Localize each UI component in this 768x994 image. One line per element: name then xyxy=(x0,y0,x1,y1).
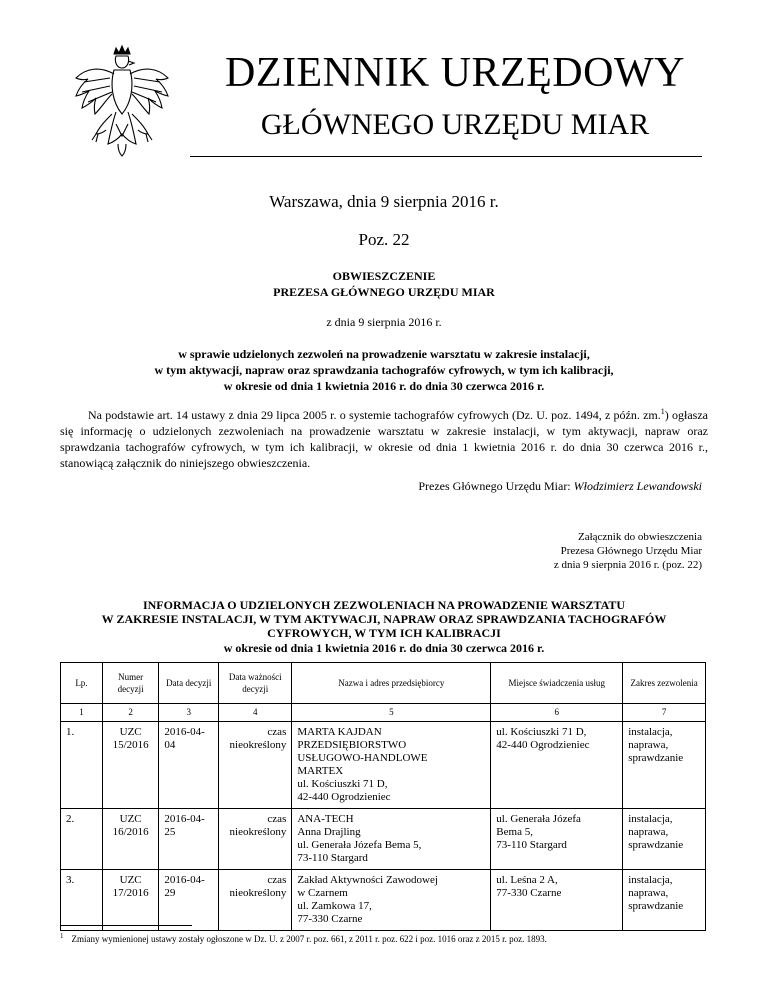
company-line: Anna Drajling xyxy=(297,826,361,838)
company-line: PRZEDSIĘBIORSTWO xyxy=(297,739,407,751)
column-number: 3 xyxy=(159,704,219,722)
validity-line: czas xyxy=(267,874,287,886)
scope-line: sprawdzanie xyxy=(628,752,684,764)
info-title-2: W ZAKRESIE INSTALACJI, W TYM AKTYWACJI, NAPRAW ORAZ SPRAWDZANIA TACHOGRAFÓW xyxy=(101,612,667,626)
row-company xyxy=(292,870,491,931)
decision-number-line: UZC xyxy=(119,874,142,886)
place-line: 42-440 Ogrodzieniec xyxy=(496,739,590,751)
row-validity xyxy=(219,870,292,931)
column-number: 1 xyxy=(61,704,103,722)
company-line: 77-330 Czarne xyxy=(297,913,363,925)
place-line: 77-330 Czarne xyxy=(496,887,562,899)
info-period: w okresie od dnia 1 kwietnia 2016 r. do dnia 30 czerwca 2016 r. xyxy=(223,641,545,655)
row-lp: 2. xyxy=(61,809,103,870)
signature-role: Prezes Głównego Urzędu Miar: xyxy=(418,479,571,493)
body-text-2: ) ogłasza się informację o udzielonych zezwoleniach na prowadzenie warsztatu w zakresie instalacji, w tym aktywacji, napraw oraz sprawdzania tachografów cyfrowych, w tym ich kalibracji, w okresie od dnia 1 kwietnia 2016 r. do dnia 30 czerwca 2016 r., stanowiącą załącznik do niniejszego obwieszczenia. xyxy=(60,408,708,470)
polish-eagle-emblem-icon xyxy=(70,44,174,162)
column-number-row xyxy=(61,704,706,722)
info-title-1: INFORMACJA O UDZIELONYCH ZEZWOLENIACH NA PROWADZENIE WARSZTATU xyxy=(142,598,626,612)
validity-line: czas xyxy=(267,726,287,738)
company-line: MARTA KAJDAN xyxy=(297,726,382,738)
column-number: 7 xyxy=(623,704,706,722)
position-number: Poz. 22 xyxy=(358,230,410,249)
decision-number-line: 15/2016 xyxy=(112,739,149,751)
annex-line-1: Załącznik do obwieszczenia xyxy=(578,531,702,543)
scope-line: naprawa, xyxy=(628,826,669,838)
announcement-subject-2: w tym aktywacji, napraw oraz sprawdzania tachografów cyfrowych, w tym ich kalibracji, xyxy=(154,363,614,377)
footnote-ref: 1 xyxy=(660,407,665,416)
header-cell: Nazwa i adres przedsiębiorcy xyxy=(292,663,491,704)
scope-line: sprawdzanie xyxy=(628,839,684,851)
footnote xyxy=(60,932,720,944)
scope-line: naprawa, xyxy=(628,887,669,899)
scope-line: instalacja, xyxy=(628,874,673,886)
column-number: 2 xyxy=(102,704,159,722)
company-line: 42-440 Ogrodzieniec xyxy=(297,791,391,803)
scope-line: instalacja, xyxy=(628,813,673,825)
company-line: ul. Kościuszki 71 D, xyxy=(297,778,388,790)
body-paragraph xyxy=(60,404,708,471)
announcement-date: z dnia 9 sierpnia 2016 r. xyxy=(326,315,442,329)
row-decision-date: 2016-04-29 xyxy=(159,870,219,931)
company-line: MARTEX xyxy=(297,765,344,777)
company-line: ANA-TECH xyxy=(297,813,354,825)
annex-line-3: z dnia 9 sierpnia 2016 r. (poz. 22) xyxy=(553,559,702,571)
row-validity xyxy=(219,722,292,809)
header-cell: Lp. xyxy=(61,663,103,704)
company-line: ul. Generała Józefa Bema 5, xyxy=(297,839,422,851)
announcement-subject-3: w okresie od dnia 1 kwietnia 2016 r. do dnia 30 czerwca 2016 r. xyxy=(223,379,545,393)
company-line: w Czarnem xyxy=(297,887,348,899)
row-service-place xyxy=(491,722,623,809)
column-number: 4 xyxy=(219,704,292,722)
row-decision-number xyxy=(102,809,159,870)
table-row xyxy=(61,809,706,870)
signature xyxy=(418,479,702,494)
place-line: ul. Generała Józefa xyxy=(496,813,581,825)
validity-line: czas xyxy=(267,813,287,825)
scope-line: instalacja, xyxy=(628,726,673,738)
footnote-rule xyxy=(60,925,192,926)
validity-line: nieokreślony xyxy=(229,826,287,838)
row-service-place xyxy=(491,809,623,870)
row-decision-date: 2016-04-25 xyxy=(159,809,219,870)
permits-table xyxy=(60,662,706,931)
row-company xyxy=(292,722,491,809)
place-line: ul. Leśna 2 A, xyxy=(496,874,558,886)
row-decision-number xyxy=(102,722,159,809)
journal-title: DZIENNIK URZĘDOWY xyxy=(225,50,685,96)
decision-number-line: 16/2016 xyxy=(112,826,149,838)
row-scope xyxy=(623,809,706,870)
header-cell: Data ważności decyzji xyxy=(219,663,292,704)
header-cell: Zakres zezwolenia xyxy=(623,663,706,704)
row-company xyxy=(292,809,491,870)
decision-number-line: UZC xyxy=(119,726,142,738)
place-line: 73-110 Stargard xyxy=(496,839,567,851)
scope-line: sprawdzanie xyxy=(628,900,684,912)
row-decision-date: 2016-04-04 xyxy=(159,722,219,809)
row-service-place xyxy=(491,870,623,931)
footnote-text: Zmiany wymienionej ustawy zostały ogłoszone w Dz. U. z 2007 r. poz. 661, z 2011 r. poz. 622 i poz. 1016 oraz z 2015 r. poz. 1893. xyxy=(71,934,547,944)
place-line: ul. Kościuszki 71 D, xyxy=(496,726,587,738)
row-decision-number xyxy=(102,870,159,931)
company-line: ul. Zamkowa 17, xyxy=(297,900,372,912)
validity-line: nieokreślony xyxy=(229,887,287,899)
validity-line: nieokreślony xyxy=(229,739,287,751)
column-number: 6 xyxy=(491,704,623,722)
annex-line-2: Prezesa Głównego Urzędu Miar xyxy=(560,545,702,557)
company-line: USŁUGOWO-HANDLOWE xyxy=(297,752,428,764)
header-cell: Miejsce świadczenia usług xyxy=(491,663,623,704)
decision-number-line: UZC xyxy=(119,813,142,825)
scope-line: naprawa, xyxy=(628,739,669,751)
row-scope xyxy=(623,722,706,809)
decision-number-line: 17/2016 xyxy=(112,887,149,899)
issue-date: Warszawa, dnia 9 sierpnia 2016 r. xyxy=(269,192,499,211)
header-cell: Data decyzji xyxy=(159,663,219,704)
place-line: Bema 5, xyxy=(496,826,533,838)
header-cell: Numer decyzji xyxy=(102,663,159,704)
journal-subtitle: GŁÓWNEGO URZĘDU MIAR xyxy=(260,108,650,141)
body-text-1: Na podstawie art. 14 ustawy z dnia 29 lipca 2005 r. o systemie tachografów cyfrowych (Dz. U. poz. 1494, z późn. zm. xyxy=(88,408,661,422)
footnote-mark: 1 xyxy=(60,932,64,940)
company-line: Zakład Aktywności Zawodowej xyxy=(297,874,438,886)
header-rule xyxy=(190,156,702,157)
row-lp: 1. xyxy=(61,722,103,809)
table-header-row xyxy=(61,663,706,704)
annex-note xyxy=(554,530,702,572)
announcement-heading-1: OBWIESZCZENIE xyxy=(332,269,436,283)
announcement-heading-2: PREZESA GŁÓWNEGO URZĘDU MIAR xyxy=(273,285,495,299)
row-validity xyxy=(219,809,292,870)
row-scope xyxy=(623,870,706,931)
table-row xyxy=(61,870,706,931)
signature-name: Włodzimierz Lewandowski xyxy=(573,479,702,493)
column-number: 5 xyxy=(292,704,491,722)
company-line: 73-110 Stargard xyxy=(297,852,368,864)
info-title-3: CYFROWYCH, W TYM ICH KALIBRACJI xyxy=(267,626,501,640)
table-row xyxy=(61,722,706,809)
announcement-subject-1: w sprawie udzielonych zezwoleń na prowadzenie warsztatu w zakresie instalacji, xyxy=(178,347,590,361)
row-lp: 3. xyxy=(61,870,103,931)
